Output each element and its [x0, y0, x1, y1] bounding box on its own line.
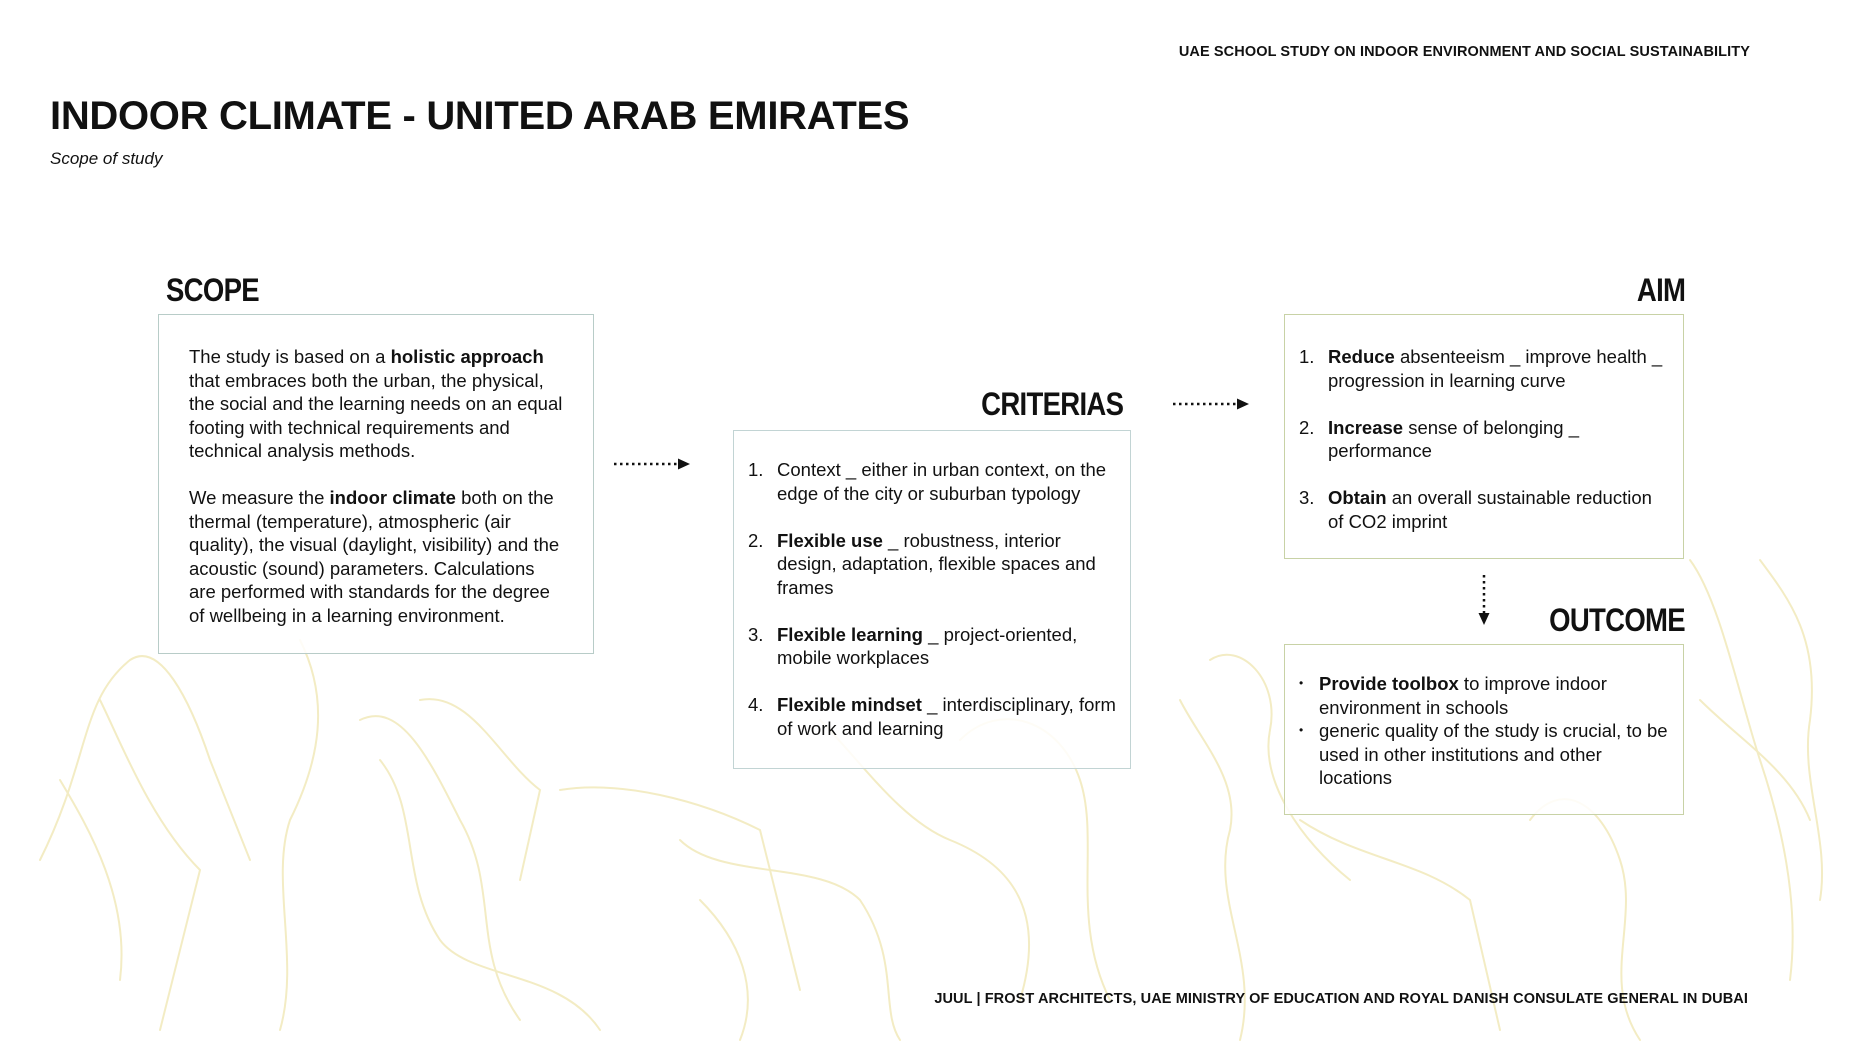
bullet-icon: •	[1299, 676, 1304, 690]
aim-text	[1328, 345, 1669, 392]
scope-box	[158, 314, 594, 654]
criteria-bold: Flexible use	[777, 529, 883, 551]
scope-p2-bold: indoor climate	[329, 487, 456, 508]
scope-paragraph-2	[189, 486, 565, 627]
criteria-detail: _ project-oriented, mobile workplaces	[777, 623, 1078, 668]
bullet-icon: •	[1299, 723, 1304, 737]
outcome-bold: Provide toolbox	[1319, 673, 1459, 694]
outcome-bullet	[1299, 672, 1669, 719]
footer-credits: JUUL | FROST ARCHITECTS, UAE MINISTRY OF EDUCATION AND ROYAL DANISH CONSULATE GENERAL IN DUBAI	[934, 991, 1748, 1007]
scope-p1-text-b: that embraces both the urban, the physical, the social and the learning needs on an equal footing with technical requirements and technical analysis methods.	[189, 369, 563, 461]
outcome-sub-text: generic quality of the study is crucial, to be used in other institutions and other locations	[1319, 720, 1668, 788]
criteria-number: 3.	[748, 623, 764, 645]
aim-text	[1328, 486, 1669, 533]
aim-number: 3.	[1299, 487, 1315, 508]
criteria-text	[777, 623, 1116, 670]
criteria-item	[748, 458, 1116, 505]
criteria-detail: _ robustness, interior design, adaptation, flexible spaces and frames	[777, 529, 1096, 598]
scope-p2-text-a: We measure the	[189, 487, 330, 508]
scope-p1-text-a: The study is based on a	[189, 346, 391, 367]
criteria-text	[777, 529, 1116, 600]
page-title: INDOOR CLIMATE - UNITED ARAB EMIRATES	[50, 94, 910, 138]
aim-detail: absenteeism _ improve health _ progression in learning curve	[1328, 346, 1663, 391]
aim-bold: Obtain	[1328, 487, 1387, 508]
outcome-list	[1299, 672, 1669, 719]
scope-p2-text-b: both on the thermal (temperature), atmospheric (air quality), the visual (daylight, visibility) and the acoustic (sound) parameters. Calculations are performed with standards for the degree of wellbeing in a learning environment.	[189, 487, 560, 626]
criteria-item	[748, 529, 1116, 600]
aim-detail: sense of belonging _ performance	[1328, 416, 1579, 461]
aim-heading: AIM	[1636, 272, 1685, 308]
criteria-bold: Flexible mindset	[777, 694, 922, 715]
criteria-detail: Context _ either in urban context, on the edge of the city or suburban typology	[777, 459, 1107, 504]
criteria-detail: _ interdisciplinary, form of work and learning	[777, 694, 1116, 739]
criteria-bold: Flexible learning	[777, 623, 923, 645]
top-project-label: UAE SCHOOL STUDY ON INDOOR ENVIRONMENT AND SOCIAL SUSTAINABILITY	[1178, 44, 1750, 60]
criteria-text	[777, 458, 1116, 505]
arrow-aim-to-outcome-icon	[1477, 573, 1491, 627]
criteria-item	[748, 693, 1116, 740]
outcome-heading: OUTCOME	[1549, 602, 1685, 638]
criteria-item	[748, 623, 1116, 670]
aim-number: 1.	[1299, 346, 1315, 367]
outcome-box	[1284, 644, 1684, 815]
aim-bold: Reduce	[1328, 346, 1395, 367]
outcome-sub-list	[1299, 719, 1669, 790]
aim-item	[1299, 345, 1669, 392]
aim-detail: an overall sustainable reduction of CO2 imprint	[1328, 487, 1652, 532]
criteria-number: 1.	[748, 459, 764, 480]
arrow-scope-to-criterias-icon	[612, 457, 692, 471]
criterias-heading: CRITERIAS	[980, 386, 1123, 422]
outcome-bullet-text	[1319, 672, 1669, 719]
scope-paragraph-1	[189, 345, 565, 463]
aim-box	[1284, 314, 1684, 559]
aim-bold: Increase	[1328, 416, 1404, 438]
criteria-number: 4.	[748, 694, 764, 715]
aim-number: 2.	[1299, 416, 1315, 438]
page-subtitle: Scope of study	[50, 149, 163, 168]
aim-list	[1299, 345, 1669, 533]
criteria-text	[777, 693, 1116, 740]
arrow-criterias-to-aim-icon	[1171, 397, 1251, 411]
criteria-number: 2.	[748, 529, 764, 551]
aim-text	[1328, 416, 1669, 463]
criterias-list	[748, 458, 1116, 740]
scope-p1-bold: holistic approach	[390, 346, 544, 367]
outcome-sub-bullet	[1299, 719, 1669, 790]
scope-heading: SCOPE	[166, 272, 259, 308]
criterias-box	[733, 430, 1131, 769]
aim-item	[1299, 416, 1669, 463]
aim-item	[1299, 486, 1669, 533]
outcome-detail: to improve indoor environment in schools	[1319, 673, 1607, 718]
